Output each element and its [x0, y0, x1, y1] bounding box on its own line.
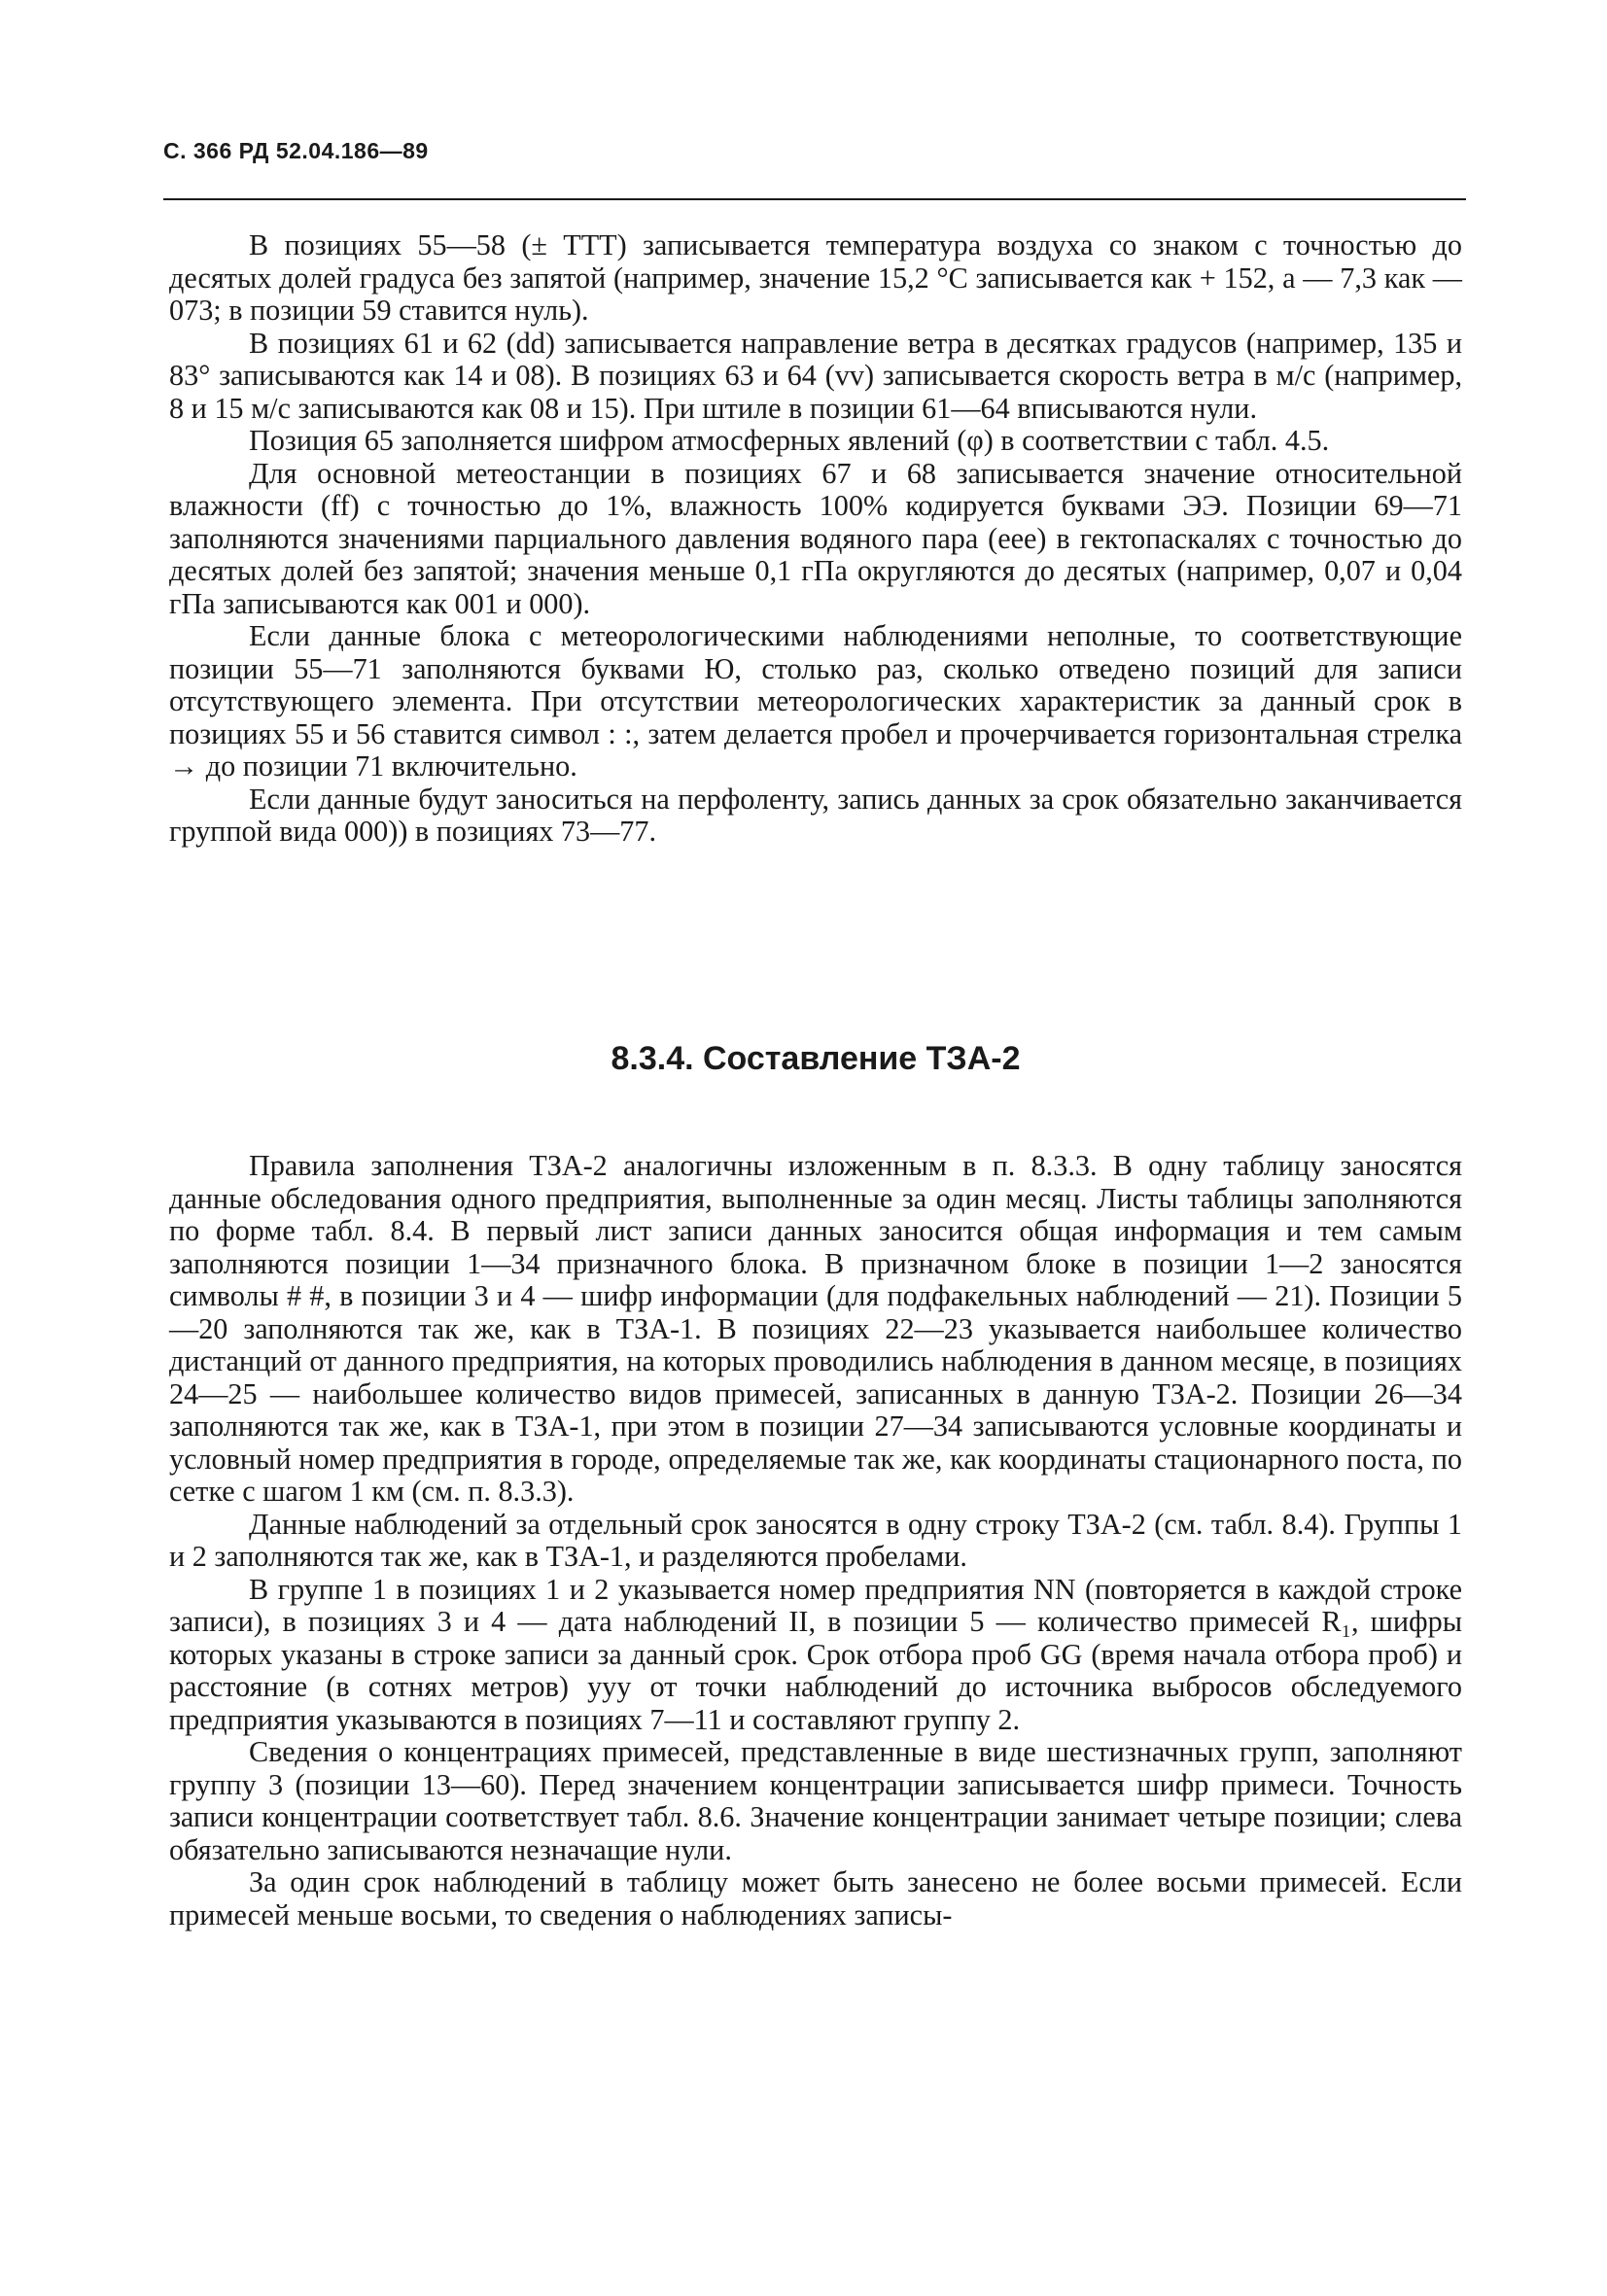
- text-block-lower: [169, 1150, 1462, 1931]
- section-title: 8.3.4. Составление ТЗА-2: [611, 1040, 1021, 1077]
- header-rule: [163, 198, 1466, 200]
- paragraph-concentrations: Сведения о концентрациях примесей, представленные в виде шестизначных групп, заполняют группу 3 (позиции 13—60). Перед значением концентрации записывается шифр примеси. Точность записи концентрации соответствует табл. 8.6. Значение концентрации занимает четыре позиции; слева обязательно записываются незначащие нули.: [169, 1735, 1462, 1866]
- paragraph-weather-code: Позиция 65 заполняется шифром атмосферных явлений (φ) в соответствии с табл. 4.5.: [249, 424, 1330, 457]
- paragraph-observation-row: Данные наблюдений за отдельный срок заносятся в одну строку ТЗА-2 (см. табл. 8.4). Группы 1 и 2 заполняются так же, как в ТЗА-1, и разделяются пробелами.: [169, 1507, 1462, 1573]
- paragraph-tza2-rules: Правила заполнения ТЗА-2 аналогичны изложенным в п. 8.3.3. В одну таблицу заносятся данные обследования одного предприятия, выполненные за один месяц. Листы таблицы заполняются по форме табл. 8.4. В первый лист записи данных заносится общая информация и тем самым заполняются позиции 1—34 призначного блока. В призначном блоке в позиции 1—2 заносятся символы # #, в позиции 3 и 4 — шифр информации (для подфакельных наблюдений — 21). Позиции 5—20 заполняются так же, как в ТЗА-1. В позициях 22—23 указывается наибольшее количество дистанций от данного предприятия, на которых проводились наблюдения в данном месяце, в позициях 24—25 — наибольшее количество видов примесей, записанных в данную ТЗА-2. Позиции 26—34 заполняются так же, как в ТЗА-1, при этом в позиции 27—34 записываются условные координаты и условный номер предприятия в городе, определяемые так же, как координаты стационарного поста, по сетке с шагом 1 км (см. п. 8.3.3).: [169, 1149, 1462, 1508]
- paragraph-group-one: В группе 1 в позициях 1 и 2 указывается номер предприятия NN (повторяется в каждой строке записи), в позициях 3 и 4 — дата наблюдений II, в позиции 5 — количество примесей R₁, шифры которых указаны в строке записи за данный срок. Срок отбора проб GG (время начала отбора проб) и расстояние (в сотнях метров) yyy от точки наблюдений до источника выбросов обследуемого предприятия указываются в позициях 7—11 и составляют группу 2.: [169, 1572, 1462, 1736]
- text-block-upper: [169, 229, 1462, 849]
- paragraph-humidity: Для основной метеостанции в позициях 67 и 68 записывается значение относительной влажности (ff) с точностью до 1%, влажность 100% кодируется буквами ЭЭ. Позиции 69—71 заполняются значениями парциального давления водяного пара (еее) в гектопаскалях с точностью до десятых долей без запятой; значения меньше 0,1 гПа округляются до десятых (например, 0,07 и 0,04 гПа записываются как 001 и 000).: [169, 456, 1462, 620]
- paragraph-temperature: В позициях 55—58 (± TTT) записывается температура воздуха со знаком с точностью до десятых долей градуса без запятой (например, значение 15,2 °С записывается как + 152, а — 7,3 как — 073; в позиции 59 ставится нуль).: [169, 228, 1462, 327]
- paragraph-missing-data: Если данные блока с метеорологическими наблюдениями неполные, то соответствующие позиции 55—71 заполняются буквами Ю, столько раз, сколько отведено позиций для записи отсутствующего элемента. При отсутствии метеорологических характеристик за данный срок в позициях 55 и 56 ставится символ : :, затем делается пробел и прочерчивается горизонтальная стрелка → до позиции 71 включительно.: [169, 619, 1462, 783]
- paragraph-punched-tape: Если данные будут заноситься на перфоленту, запись данных за срок обязательно заканчивается группой вида 000)) в позициях 73—77.: [169, 782, 1462, 848]
- paragraph-wind: В позициях 61 и 62 (dd) записывается направление ветра в десятках градусов (например, 135 и 83° записываются как 14 и 08). В позициях 63 и 64 (vv) записывается скорость ветра в м/с (например, 8 и 15 м/с записываются как 08 и 15). При штиле в позиции 61—64 вписываются нули.: [169, 326, 1462, 425]
- running-header: С. 366 РД 52.04.186—89: [163, 138, 429, 163]
- paragraph-max-impurities: За один срок наблюдений в таблицу может быть занесено не более восьми примесей. Если примесей меньше восьми, то сведения о наблюдениях записы-: [169, 1865, 1462, 1931]
